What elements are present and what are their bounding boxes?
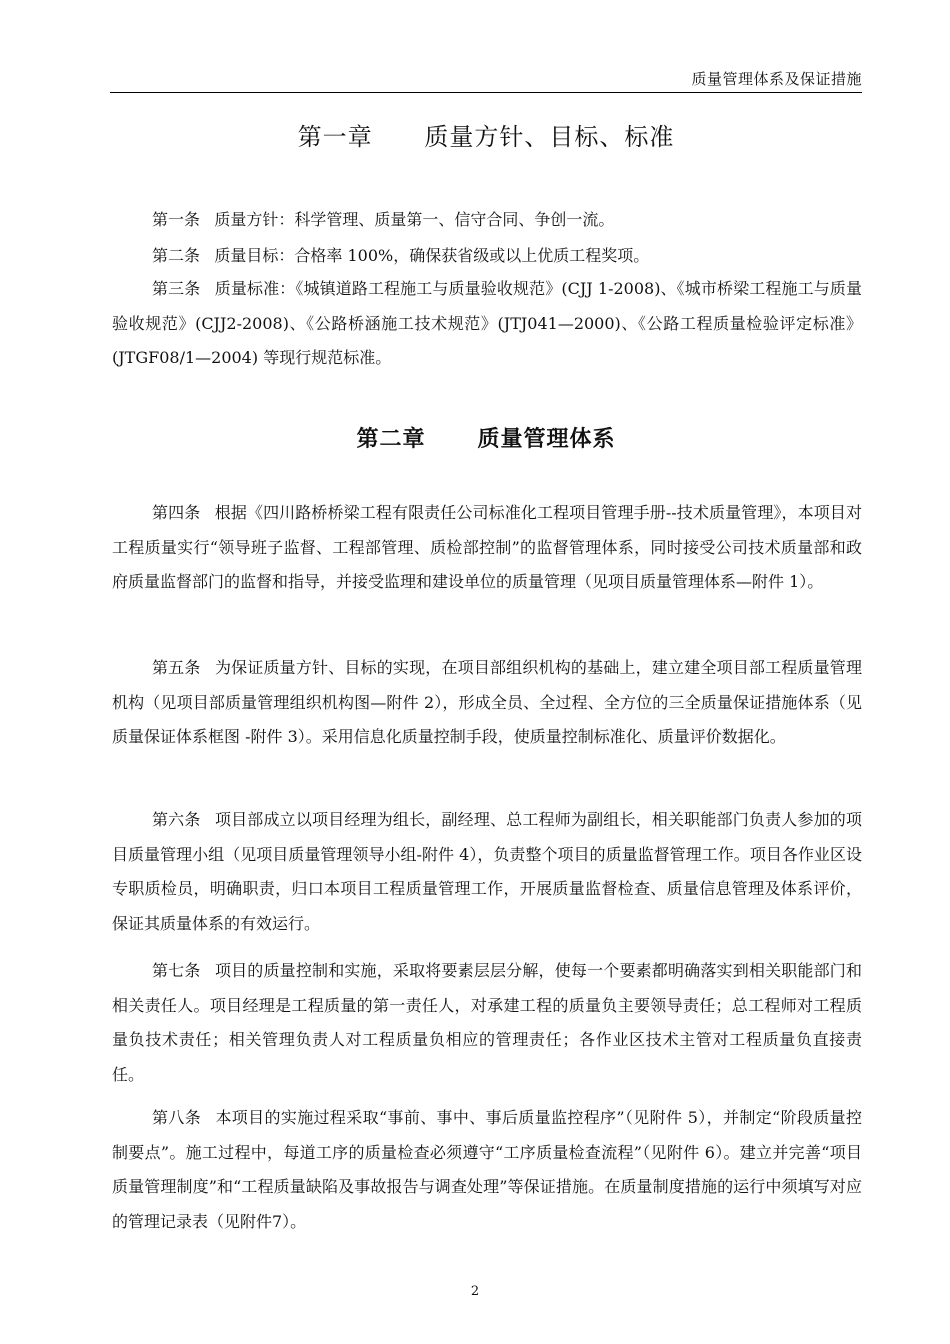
article-8-text: 本项目的实施过程采取“事前、事中、事后质量监控程序”（见附件 5），并制定“阶段质量控制要点”。施工过程中，每道工序的质量检查必须遵守“工序质量检查流程”（见附件 6）。建立并完善“项目质量管理制度”和“工程质量缺陷及事故报告与调查处理”等保证措施。在质量制度措施的运行中须填写对应的管理记录表（见附件7）。 bbox=[112, 1108, 862, 1231]
running-header: 质量管理体系及保证措施 bbox=[691, 70, 862, 88]
chapter2-title: 第二章 质量管理体系 bbox=[356, 427, 616, 452]
article-5-number: 第五条 bbox=[152, 658, 201, 677]
article-3 bbox=[112, 272, 862, 376]
article-1-number: 第一条 bbox=[152, 210, 201, 229]
chapter1-title: 第一章 质量方针、目标、标准 bbox=[297, 123, 675, 151]
article-7-number: 第七条 bbox=[152, 961, 201, 980]
article-6-text: 项目部成立以项目经理为组长，副经理、总工程师为副组长，相关职能部门负责人参加的项目质量管理小组（见项目质量管理领导小组-附件 4），负责整个项目的质量监督管理工作。项目各作业区设专职质检员，明确职责，归口本项目工程质量管理工作，开展质量监督检查、质量信息管理及体系评价，保证其质量体系的有效运行。 bbox=[112, 810, 862, 933]
article-6 bbox=[112, 803, 862, 941]
page-number: 2 bbox=[470, 1284, 480, 1299]
article-7-text: 项目的质量控制和实施，采取将要素层层分解，使每一个要素都明确落实到相关职能部门和相关责任人。项目经理是工程质量的第一责任人，对承建工程的质量负主要领导责任；总工程师对工程质量负技术责任；相关管理负责人对工程质量负相应的管理责任；各作业区技术主管对工程质量负直接责任。 bbox=[112, 961, 862, 1084]
article-1-text: 质量方针：科学管理、质量第一、信守合同、争创一流。 bbox=[214, 210, 615, 229]
article-2-number: 第二条 bbox=[152, 246, 201, 265]
article-5 bbox=[112, 651, 862, 755]
article-4 bbox=[112, 496, 862, 600]
article-4-text: 根据《四川路桥桥梁工程有限责任公司标准化工程项目管理手册--技术质量管理》，本项目对工程质量实行“领导班子监督、工程部管理、质检部控制”的监督管理体系，同时接受公司技术质量部和政府质量监督部门的监督和指导，并接受监理和建设单位的质量管理（见项目质量管理体系—附件 1）。 bbox=[112, 503, 862, 591]
article-1 bbox=[112, 203, 862, 238]
article-2 bbox=[112, 239, 862, 274]
article-2-text: 质量目标：合格率 100%，确保获省级或以上优质工程奖项。 bbox=[214, 246, 650, 265]
article-5-text: 为保证质量方针、目标的实现，在项目部组织机构的基础上，建立建全项目部工程质量管理机构（见项目部质量管理组织机构图—附件 2），形成全员、全过程、全方位的三全质量保证措施体系（见质量保证体系框图 -附件 3）。采用信息化质量控制手段，使质量控制标准化、质量评价数据化。 bbox=[112, 658, 862, 746]
article-6-number: 第六条 bbox=[152, 810, 201, 829]
article-8 bbox=[112, 1101, 862, 1239]
header-rule bbox=[110, 92, 862, 93]
article-3-text: 质量标准：《城镇道路工程施工与质量验收规范》(CJJ 1-2008)、《城市桥梁工程施工与质量验收规范》(CJJ2-2008)、《公路桥涵施工技术规范》(JTJ041—2000)、《公路工程质量检验评定标准》(JTGF08/1—2004) 等现行规范标准。 bbox=[112, 279, 862, 367]
article-3-number: 第三条 bbox=[152, 279, 201, 298]
article-8-number: 第八条 bbox=[152, 1108, 202, 1127]
article-4-number: 第四条 bbox=[152, 503, 201, 522]
article-7 bbox=[112, 954, 862, 1092]
